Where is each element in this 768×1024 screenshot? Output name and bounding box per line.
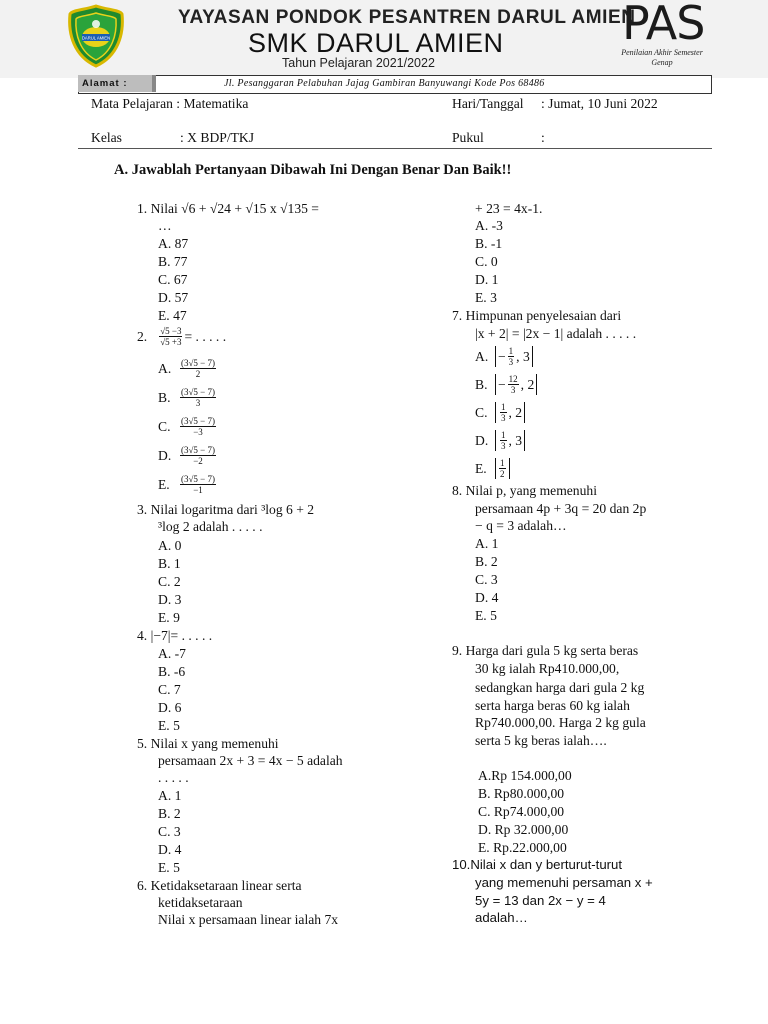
question-9-options xyxy=(478,767,572,856)
option xyxy=(158,354,216,383)
option xyxy=(158,412,216,441)
option: E. 5 xyxy=(475,608,497,623)
question-2-numerator: √5 −3 xyxy=(160,326,182,336)
day-value: : Jumat, 10 Juni 2022 xyxy=(541,96,658,111)
option-numerator: (3√5 − 7) xyxy=(181,358,216,368)
option: B. 2 xyxy=(475,554,498,569)
option: C. 3 xyxy=(158,824,181,839)
option: B. 2 xyxy=(158,806,181,821)
address-label: Alamat : xyxy=(82,78,128,89)
option: C. Rp74.000,00 xyxy=(478,804,565,819)
option-letter: A. xyxy=(158,361,172,376)
option-letter: E. xyxy=(158,477,170,492)
option: E. 9 xyxy=(158,610,180,625)
option: D. 1 xyxy=(475,272,499,287)
option-numerator: (3√5 − 7) xyxy=(181,445,216,455)
question-8-options xyxy=(475,535,498,624)
question-10-line2: yang memenuhi persaman x + xyxy=(475,875,653,890)
option-sign: − xyxy=(498,376,506,392)
pas-logo: PAS xyxy=(622,0,705,50)
question-3-options xyxy=(158,537,181,626)
option-sign: − xyxy=(498,348,506,364)
option-numerator: 1 xyxy=(501,401,506,412)
info-divider xyxy=(78,148,712,149)
question-6-line4: + 23 = 4x-1. xyxy=(475,201,543,216)
option: B. Rp80.000,00 xyxy=(478,786,565,801)
option-numerator: (3√5 − 7) xyxy=(181,387,216,397)
question-8-line1: 8. Nilai p, yang memenuhi xyxy=(452,483,597,498)
option: D. 4 xyxy=(158,842,182,857)
time-label: Pukul xyxy=(452,130,484,145)
class-value: : X BDP/TKJ xyxy=(180,130,255,145)
time-value: : xyxy=(541,130,545,145)
question-10-line1: 10.Nilai x dan y berturut-turut xyxy=(452,857,623,872)
question-2-number: 2. xyxy=(137,329,148,344)
option-numerator: 12 xyxy=(508,373,518,384)
section-title: A. Jawablah Pertanyaan Dibawah Ini Dengan Benar Dan Baik!! xyxy=(114,162,512,178)
option: A.Rp 154.000,00 xyxy=(478,768,572,783)
academic-year: Tahun Pelajaran 2021/2022 xyxy=(282,56,435,70)
option xyxy=(475,370,537,398)
question-5-line2: persamaan 2x + 3 = 4x − 5 adalah xyxy=(158,753,343,768)
option-letter: A. xyxy=(475,348,489,364)
option-letter: C. xyxy=(158,419,171,434)
address-text: Jl. Pesanggaran Pelabuhan Jajag Gambiran Banyuwangi Kode Pos 68486 xyxy=(224,78,545,89)
option-letter: B. xyxy=(158,390,171,405)
option xyxy=(475,342,537,370)
option: D. 57 xyxy=(158,290,189,305)
option-numerator: 1 xyxy=(500,457,505,468)
question-6-line2: ketidaksetaraan xyxy=(158,895,243,910)
option: A. 1 xyxy=(475,536,499,551)
option: B. -1 xyxy=(475,236,503,251)
question-5-dots: . . . . . xyxy=(158,770,189,785)
option xyxy=(158,441,216,470)
option-numerator: 1 xyxy=(508,345,514,356)
subject-line: Mata Pelajaran : Matematika xyxy=(91,96,249,111)
question-7-options xyxy=(475,342,537,482)
option-numerator: (3√5 − 7) xyxy=(181,416,216,426)
option: B. 1 xyxy=(158,556,181,571)
option-denominator: 3 xyxy=(195,398,201,408)
option: D. 4 xyxy=(475,590,499,605)
option: A. 0 xyxy=(158,538,182,553)
option: A. 1 xyxy=(158,788,182,803)
option-letter: D. xyxy=(475,432,489,448)
option-denominator: 3 xyxy=(508,356,514,367)
question-5-options xyxy=(158,787,181,876)
question-10-line3: 5y = 13 dan 2x − y = 4 xyxy=(475,893,606,908)
question-2-denominator: √5 +3 xyxy=(160,337,182,347)
option: D. 6 xyxy=(158,700,182,715)
question-2-tail: = . . . . . xyxy=(184,329,227,344)
option: E. 3 xyxy=(475,290,497,305)
option: A. 87 xyxy=(158,236,189,251)
class-label: Kelas xyxy=(91,130,122,145)
option-denominator: 2 xyxy=(195,369,201,379)
option-denominator: −1 xyxy=(193,485,203,495)
option-letter: E. xyxy=(475,460,487,476)
question-5-line1: 5. Nilai x yang memenuhi xyxy=(137,736,279,751)
question-2 xyxy=(137,326,226,347)
option xyxy=(158,383,216,412)
option: B. 77 xyxy=(158,254,188,269)
option-tail: , 3 xyxy=(508,432,523,448)
option: E. 47 xyxy=(158,308,187,323)
option: A. -7 xyxy=(158,646,186,661)
option-denominator: −3 xyxy=(193,427,203,437)
logo-text: DARUL AMIEN xyxy=(81,35,111,41)
option-tail: , 2 xyxy=(508,404,523,420)
option-numerator: 1 xyxy=(501,429,506,440)
option-tail: , 3 xyxy=(516,348,530,364)
question-7-line2: |x + 2| = |2x − 1| adalah . . . . . xyxy=(475,326,637,341)
question-3-line2: ³log 2 adalah . . . . . xyxy=(158,519,263,534)
question-9-line1: 9. Harga dari gula 5 kg serta beras xyxy=(452,643,639,658)
question-9-line5: Rp740.000,00. Harga 2 kg gula xyxy=(475,715,646,730)
option: D. 3 xyxy=(158,592,182,607)
question-10-line4: adalah… xyxy=(475,910,528,925)
question-4-options xyxy=(158,645,186,734)
question-9-line3: sedangkan harga dari gula 2 kg xyxy=(475,680,645,695)
question-8-line3: − q = 3 adalah… xyxy=(475,518,567,533)
foundation-name: YAYASAN PONDOK PESANTREN DARUL AMIEN xyxy=(178,7,636,28)
option: B. -6 xyxy=(158,664,186,679)
option xyxy=(475,398,537,426)
option: E. 5 xyxy=(158,860,180,875)
question-6-line1: 6. Ketidaksetaraan linear serta xyxy=(137,878,302,893)
option-denominator: 3 xyxy=(501,412,506,423)
school-logo xyxy=(66,4,126,68)
option: C. 3 xyxy=(475,572,498,587)
option xyxy=(475,426,537,454)
question-9-line2: 30 kg ialah Rp410.000,00, xyxy=(475,661,620,676)
option-letter: C. xyxy=(475,404,488,420)
school-name: SMK DARUL AMIEN xyxy=(248,28,504,58)
pas-subtitle xyxy=(612,48,712,68)
option: A. -3 xyxy=(475,218,503,233)
question-3-line1: 3. Nilai logaritma dari ³log 6 + 2 xyxy=(137,502,315,517)
question-9-line6: serta 5 kg beras ialah…. xyxy=(475,733,607,748)
question-9-line4: serta harga beras 60 kg ialah xyxy=(475,698,630,713)
question-1-dots: … xyxy=(158,218,172,233)
option: C. 7 xyxy=(158,682,181,697)
pas-subtitle-line2: Genap xyxy=(651,58,673,67)
option-denominator: 2 xyxy=(500,468,505,479)
option: E. Rp.22.000,00 xyxy=(478,840,567,855)
day-label: Hari/Tanggal xyxy=(452,96,524,111)
question-7-line1: 7. Himpunan penyelesaian dari xyxy=(452,308,622,323)
option-numerator: (3√5 − 7) xyxy=(181,474,216,484)
question-2-options xyxy=(158,354,216,499)
question-6-options xyxy=(475,217,503,306)
question-6-line3: Nilai x persamaan linear ialah 7x xyxy=(158,912,339,927)
option-denominator: 3 xyxy=(501,440,506,451)
option xyxy=(158,470,216,499)
option xyxy=(475,454,537,482)
option-tail: , 2 xyxy=(520,376,535,392)
option-denominator: 3 xyxy=(510,384,516,395)
option: C. 67 xyxy=(158,272,188,287)
option-letter: B. xyxy=(475,376,488,392)
option: E. 5 xyxy=(158,718,180,733)
option: C. 2 xyxy=(158,574,181,589)
option: C. 0 xyxy=(475,254,498,269)
option-letter: D. xyxy=(158,448,172,463)
question-4: 4. |−7|= . . . . . xyxy=(137,628,213,643)
pas-subtitle-line1: Penilaian Akhir Semester xyxy=(621,48,703,57)
question-1-options xyxy=(158,235,188,324)
question-1: 1. Nilai √6 + √24 + √15 x √135 = xyxy=(137,201,319,216)
option: D. Rp 32.000,00 xyxy=(478,822,569,837)
option-denominator: −2 xyxy=(193,456,203,466)
question-8-line2: persamaan 4p + 3q = 20 dan 2p xyxy=(475,501,647,516)
